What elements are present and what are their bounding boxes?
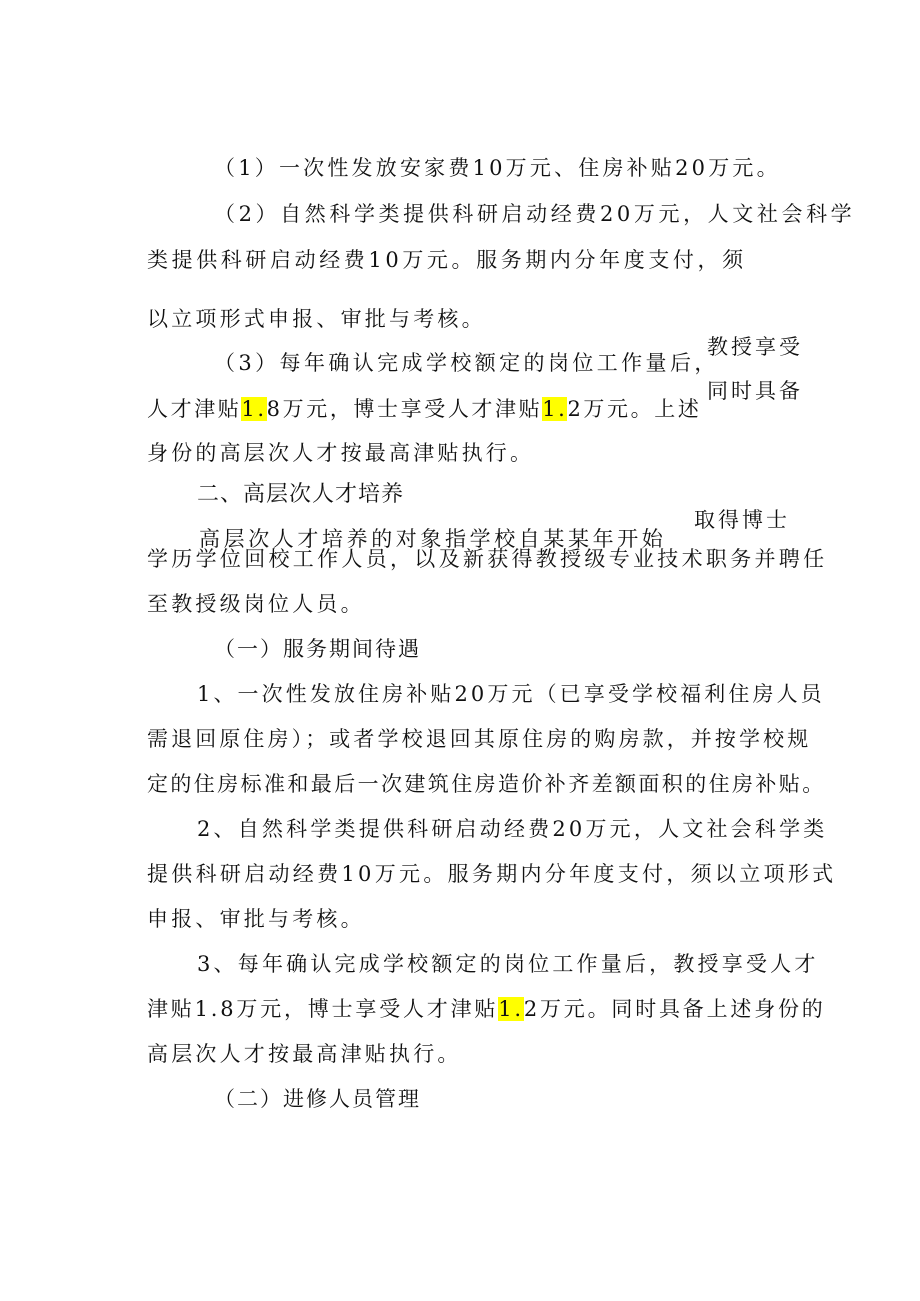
item-1: （1）一次性发放安家费10万元、住房补贴20万元。 bbox=[214, 156, 781, 180]
item-3-line-1: （3）每年确认完成学校额定的岗位工作量后， bbox=[214, 351, 719, 375]
para-3-line-1: 3、每年确认完成学校额定的岗位工作量后，教授享受人才 bbox=[197, 952, 819, 976]
para-3-text-c: 2万元。同时具备上述身份的 bbox=[523, 997, 826, 1021]
item-3-text-c: 8万元，博士享受人才津贴 bbox=[266, 397, 543, 421]
subsection-1-title: （一）服务期间待遇 bbox=[214, 637, 421, 661]
floating-text-both: 同时具备 bbox=[707, 379, 803, 403]
intro-line-2: 学历学位回校工作人员，以及新获得教授级专业技术职务并聘任 bbox=[147, 547, 828, 571]
para-3-line-2 bbox=[147, 994, 826, 1024]
para-3-line-3: 高层次人才按最高津贴执行。 bbox=[147, 1042, 462, 1066]
para-2-line-1: 2、自然科学类提供科研启动经费20万元，人文社会科学类 bbox=[197, 817, 828, 841]
section-heading: 二、高层次人才培养 bbox=[197, 482, 405, 507]
para-1-line-2: 需退回原住房）；或者学校退回其原住房的购房款，并按学校规 bbox=[147, 727, 812, 751]
item-2-line-2: 类提供科研启动经费10万元。服务期内分年度支付，须 bbox=[147, 248, 747, 272]
highlight-3: 1. bbox=[498, 997, 524, 1021]
floating-text-professor: 教授享受 bbox=[707, 335, 803, 359]
item-3-text-a: 人才津贴 bbox=[147, 397, 242, 421]
highlight-1: 1. bbox=[241, 397, 267, 421]
item-3-line-3: 身份的高层次人才按最高津贴执行。 bbox=[147, 441, 535, 465]
para-3-text-a: 津贴1.8万元，博士享受人才津贴 bbox=[147, 997, 499, 1021]
item-2-line-3: 以立项形式申报、审批与考核。 bbox=[147, 307, 486, 331]
subsection-2-title: （二）进修人员管理 bbox=[214, 1087, 421, 1111]
item-3-text-e: 2万元。上述 bbox=[567, 397, 702, 421]
clipped-line: 高层次人才培养的对象指学校自某某年开始 bbox=[199, 527, 667, 551]
floating-text-doctorate: 取得博士 bbox=[694, 508, 790, 532]
intro-line-3: 至教授级岗位人员。 bbox=[147, 592, 365, 616]
item-3-line-2 bbox=[147, 394, 701, 424]
para-2-line-3: 申报、审批与考核。 bbox=[147, 907, 365, 931]
clipped-line-wrapper bbox=[199, 524, 667, 551]
highlight-2: 1. bbox=[542, 397, 568, 421]
para-1-line-1: 1、一次性发放住房补贴20万元（已享受学校福利住房人员 bbox=[197, 682, 825, 706]
para-1-line-3: 定的住房标准和最后一次建筑住房造价补齐差额面积的住房补贴。 bbox=[147, 772, 826, 796]
para-2-line-2: 提供科研启动经费10万元。服务期内分年度支付，须以立项形式 bbox=[147, 862, 837, 886]
item-2-line-1: （2）自然科学类提供科研启动经费20万元，人文社会科学 bbox=[214, 202, 856, 226]
